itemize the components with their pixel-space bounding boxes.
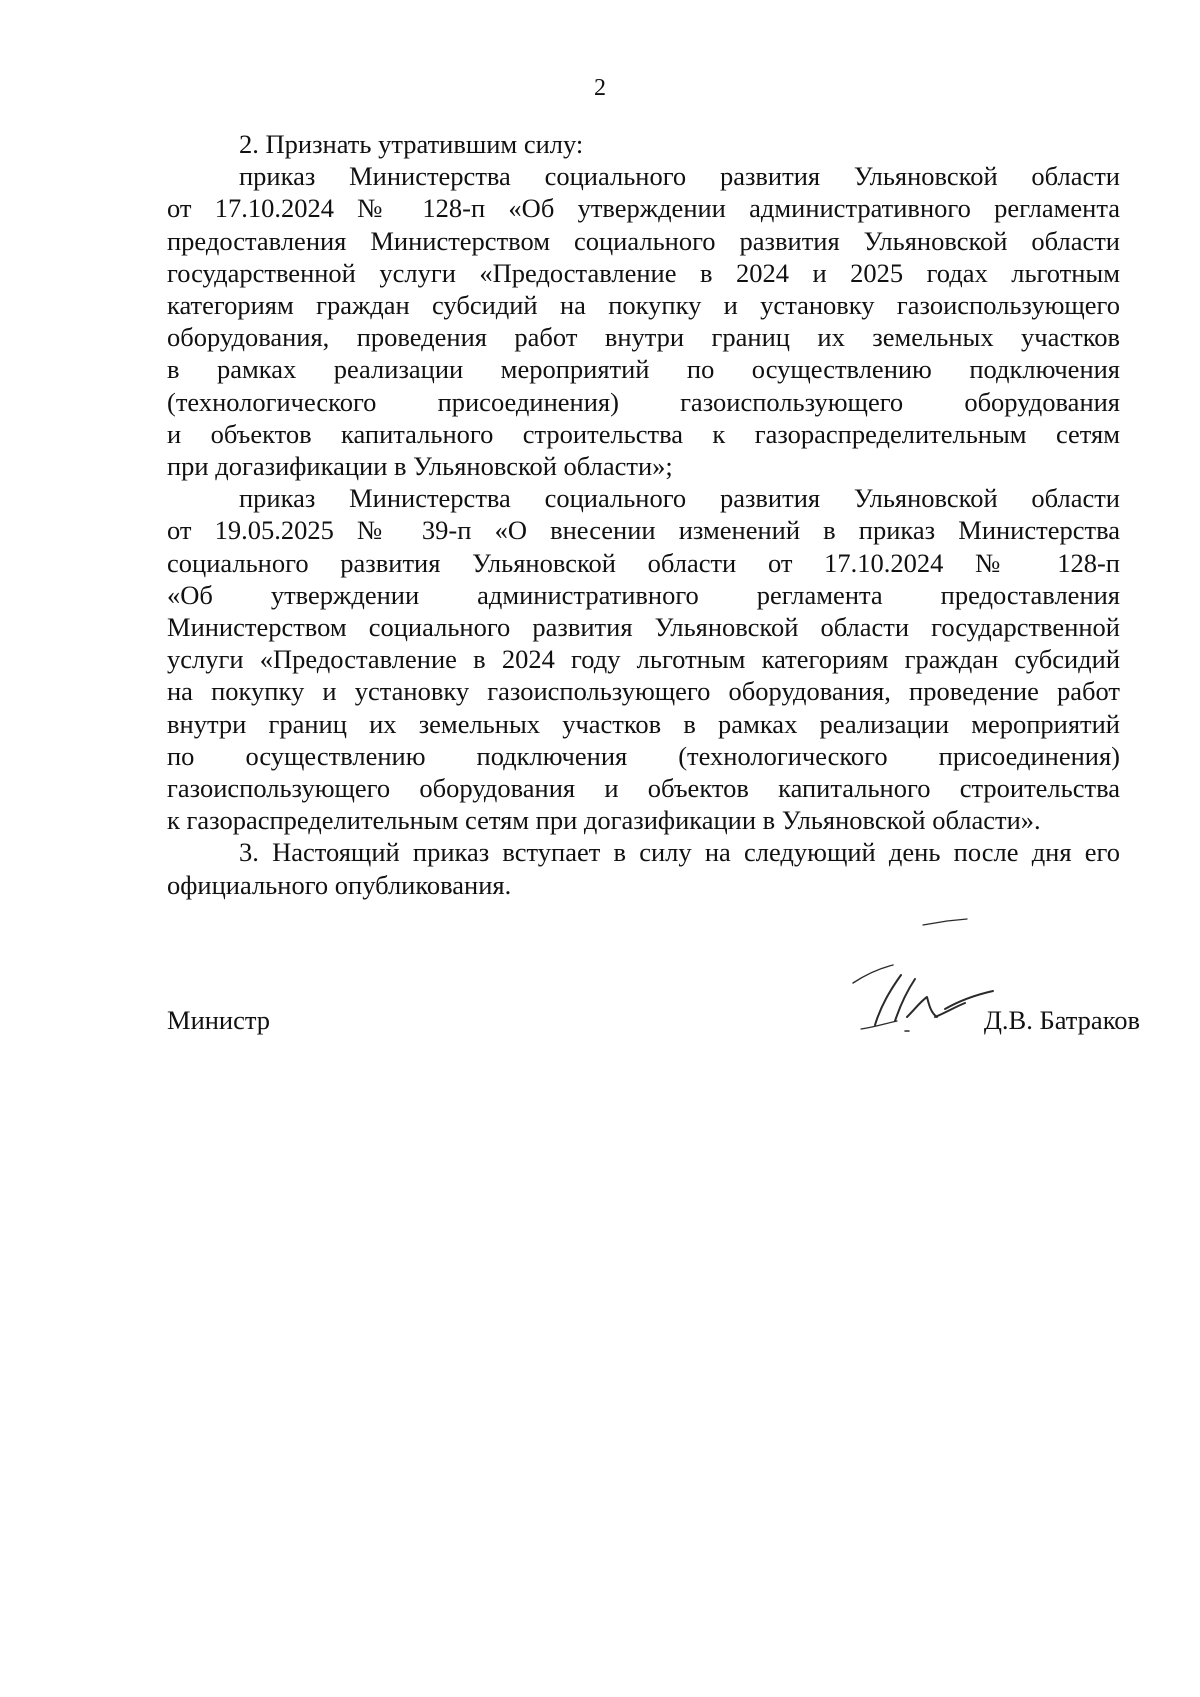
text-line: государственной услуги «Предоставление в 2024 и 2025 годах льготным: [167, 257, 1120, 288]
text-line: 2. Признать утратившим силу:: [239, 129, 584, 159]
page-number: 2: [594, 75, 606, 101]
item-2-heading: [167, 128, 1120, 160]
text-line: «Об утверждении административного регламента предоставления: [167, 579, 1120, 610]
text-line: приказ Министерства социального развития Ульяновской области: [239, 161, 1120, 192]
text-line: внутри границ их земельных участков в рамках реализации мероприятий: [167, 708, 1120, 739]
text-line: 3. Настоящий приказ вступает в силу на следующий день после дня его: [239, 837, 1120, 868]
text-line: приказ Министерства социального развития Ульяновской области: [239, 483, 1120, 514]
text-line: в рамках реализации мероприятий по осуществлению подключения: [167, 354, 1120, 385]
signatory-name: Д.В. Батраков: [983, 1005, 1140, 1035]
text-line: социального развития Ульяновской области от 17.10.2024 № 128-п: [167, 547, 1120, 578]
text-line: газоиспользующего оборудования и объектов капитального строительства: [167, 773, 1120, 804]
text-line: от 17.10.2024 № 128-п «Об утверждении административного регламента: [167, 193, 1120, 224]
text-line: Министерством социального развития Ульяновской области государственной: [167, 612, 1120, 643]
text-line: категориям граждан субсидий на покупку и установку газоиспользующего: [167, 290, 1120, 321]
text-line: услуги «Предоставление в 2024 году льготным категориям граждан субсидий: [167, 644, 1120, 675]
repealed-order-2: [167, 482, 1120, 836]
signature-block: [167, 1000, 1147, 1050]
text-line: и объектов капитального строительства к газораспределительным сетям: [167, 418, 1120, 449]
text-line: (технологического присоединения) газоиспользующего оборудования: [167, 386, 1120, 417]
text-line: предоставления Министерством социального развития Ульяновской области: [167, 225, 1120, 256]
signatory-position: Министр: [167, 1005, 271, 1035]
repealed-order-1: [167, 160, 1120, 482]
text-line: на покупку и установку газоиспользующего оборудования, проведение работ: [167, 676, 1120, 707]
text-line: официального опубликования.: [167, 869, 512, 900]
text-line: при догазификации в Ульяновской области»;: [167, 451, 673, 482]
text-line: от 19.05.2025 № 39-п «О внесении изменений в приказ Министерства: [167, 515, 1120, 546]
item-3: [167, 836, 1120, 900]
document-body: [167, 128, 1120, 901]
text-line: к газораспределительным сетям при догазификации в Ульяновской области».: [167, 805, 1041, 836]
text-line: по осуществлению подключения (технологического присоединения): [167, 740, 1120, 771]
text-line: оборудования, проведения работ внутри границ их земельных участков: [167, 322, 1120, 353]
